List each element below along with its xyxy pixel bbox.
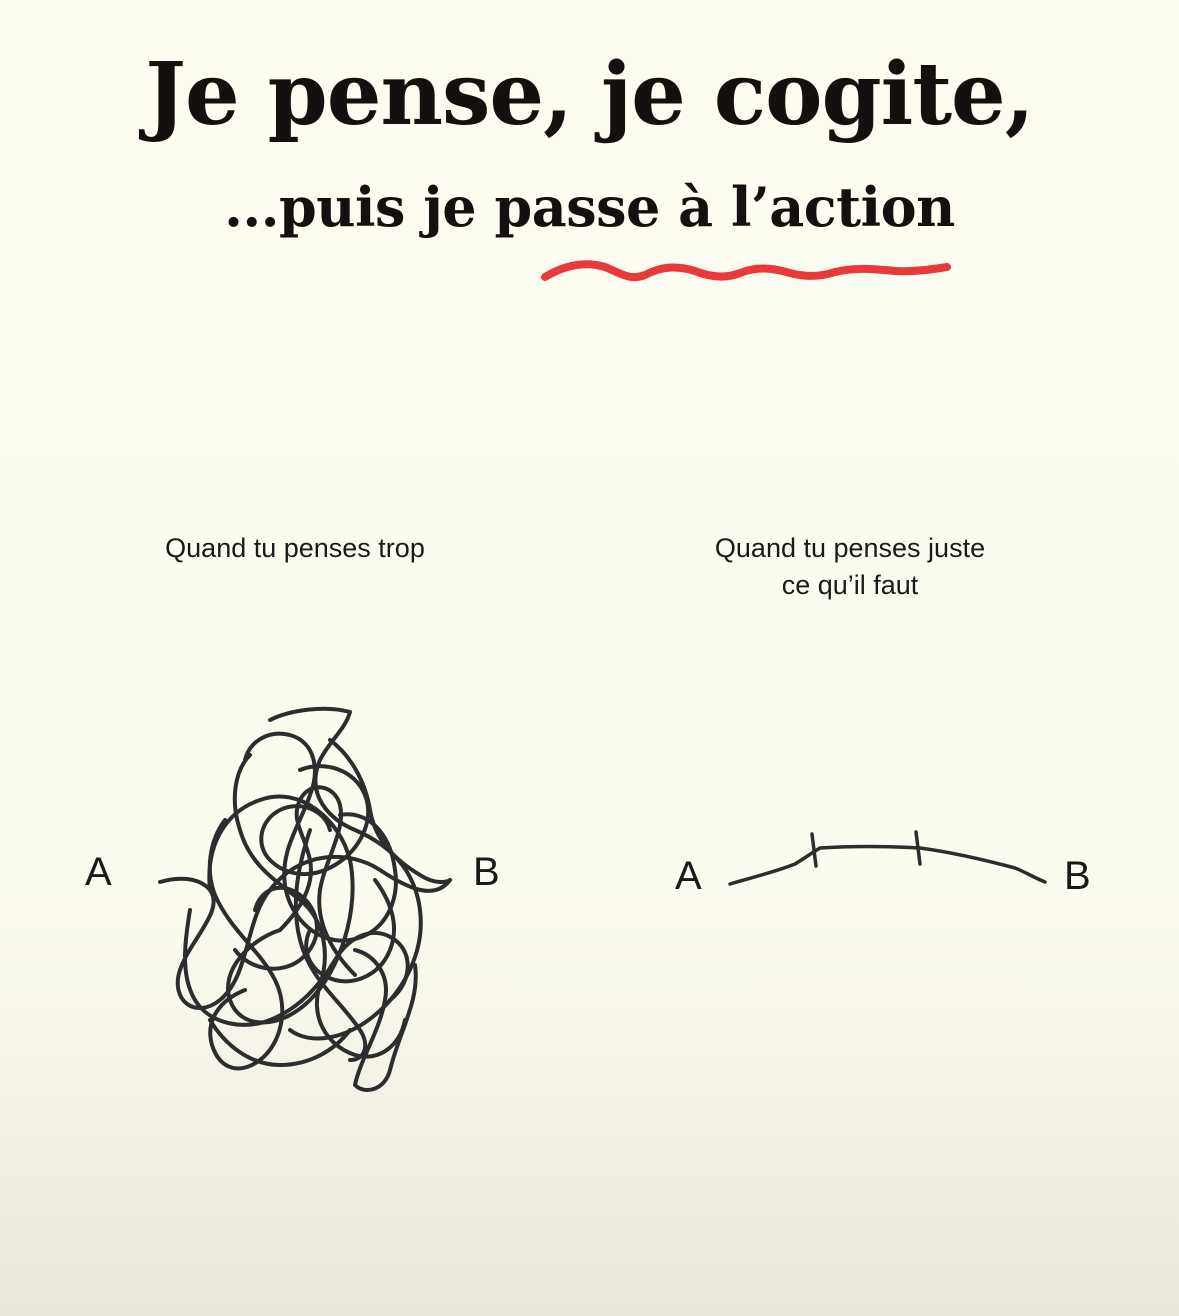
right-point-b-label: B (1064, 854, 1091, 898)
left-point-a-label: A (85, 850, 112, 894)
caption-overthinking: Quand tu penses trop (165, 533, 425, 563)
caption-right-line-1: Quand tu penses juste (714, 533, 986, 563)
caption-right-amount (640, 530, 1060, 604)
right-point-a-label: A (675, 854, 702, 898)
page-subtitle: ...puis je passe à l’action (224, 175, 955, 239)
left-point-b-label: B (473, 850, 500, 894)
tangled-scribble-drawing (150, 700, 470, 1110)
page-title: Je pense, je cogite, (145, 44, 1034, 145)
red-squiggle-underline (535, 255, 955, 295)
direct-path-line (720, 820, 1060, 900)
caption-right-line-2: ce qu’il faut (781, 570, 919, 600)
